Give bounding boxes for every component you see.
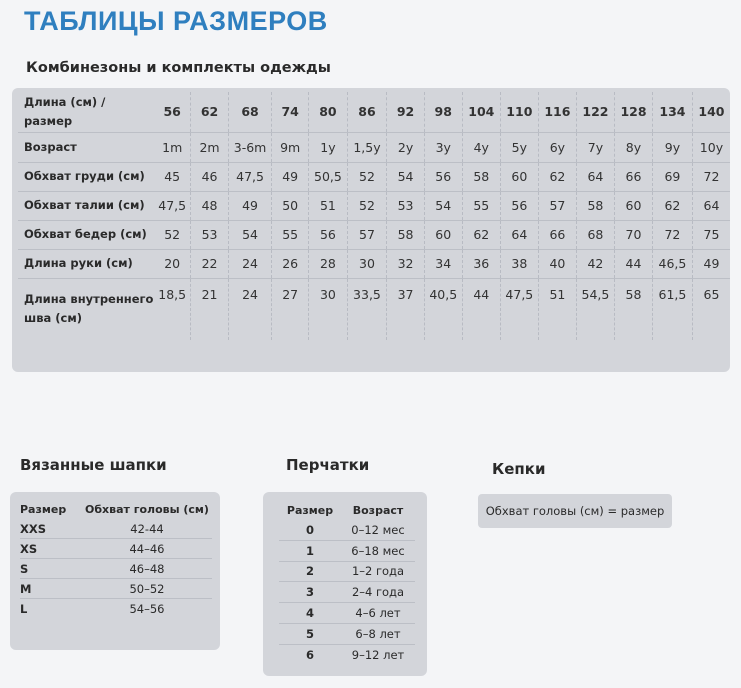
table-cell: 122 <box>576 92 614 132</box>
table-row <box>20 519 212 539</box>
table-cell: 72 <box>652 220 692 249</box>
table-cell: 53 <box>190 220 228 249</box>
table-cell: 20 <box>164 256 181 271</box>
hat-head-girth: 46–48 <box>82 559 212 579</box>
table-cell: 44 <box>615 249 653 278</box>
table-row <box>279 540 415 561</box>
hat-head-girth: 44–46 <box>82 539 212 559</box>
table-cell: 9m <box>271 132 308 162</box>
table-cell: 62 <box>652 191 692 220</box>
table-cell: 7y <box>576 132 614 162</box>
table-row <box>279 603 415 624</box>
gloves-panel <box>263 492 427 676</box>
glove-size: 1 <box>279 540 341 561</box>
hat-head-girth: 42-44 <box>82 519 212 539</box>
table-cell: 62 <box>538 162 576 191</box>
glove-age: 6–8 лет <box>341 623 415 644</box>
table-cell: 38 <box>500 249 538 278</box>
table-cell: 69 <box>652 162 692 191</box>
size-table-row <box>18 162 730 191</box>
table-cell: 54,5 <box>576 278 614 340</box>
glove-size: 3 <box>279 582 341 603</box>
table-row <box>279 520 415 540</box>
table-cell: 8y <box>615 132 653 162</box>
table-cell: 9y <box>652 132 692 162</box>
table-cell: 68 <box>576 220 614 249</box>
table-row <box>279 623 415 644</box>
table-cell: 46 <box>190 162 228 191</box>
table-cell: 52 <box>347 191 387 220</box>
row-label: Длина руки (см) <box>24 256 133 270</box>
table-cell: 60 <box>500 162 538 191</box>
table-cell: 58 <box>387 220 424 249</box>
table-cell: 24 <box>229 278 272 340</box>
table-cell: 32 <box>387 249 424 278</box>
size-table-row <box>18 132 730 162</box>
glove-age: 1–2 года <box>341 561 415 582</box>
size-table-row <box>18 92 730 132</box>
glove-age: 0–12 мес <box>341 520 415 540</box>
table-row <box>279 561 415 582</box>
table-cell: 140 <box>692 92 730 132</box>
hat-size: M <box>20 579 82 599</box>
table-cell: 44 <box>462 278 500 340</box>
table-cell: 34 <box>424 249 462 278</box>
glove-age: 9–12 лет <box>351 647 405 662</box>
caps-title: Кепки <box>492 460 546 478</box>
table-cell: 55 <box>271 220 308 249</box>
table-cell: 30 <box>347 249 387 278</box>
table-cell: 56 <box>309 220 347 249</box>
table-cell: 116 <box>538 92 576 132</box>
table-cell: 2y <box>387 132 424 162</box>
table-cell: 1m <box>162 139 183 155</box>
table-cell: 57 <box>347 220 387 249</box>
row-label: Длина (см) / размер <box>24 94 106 128</box>
table-row <box>20 579 212 599</box>
table-cell: 49 <box>271 162 308 191</box>
row-label: Обхват груди (см) <box>24 169 145 183</box>
table-cell: 52 <box>347 162 387 191</box>
table-cell: 1,5y <box>347 132 387 162</box>
table-cell: 64 <box>576 162 614 191</box>
hat-size: XXS <box>20 519 82 539</box>
table-cell: 54 <box>229 220 272 249</box>
size-table-row <box>18 191 730 220</box>
table-cell: 3y <box>424 132 462 162</box>
row-label: Обхват талии (см) <box>24 198 145 212</box>
table-cell: 58 <box>615 278 653 340</box>
table-cell: 134 <box>652 92 692 132</box>
table-cell: 92 <box>387 92 424 132</box>
gloves-size-table <box>279 500 415 665</box>
hats-header-size: Размер <box>20 503 67 516</box>
hat-size: XS <box>20 539 82 559</box>
gloves-title: Перчатки <box>286 456 370 474</box>
row-label: Возраст <box>24 139 77 154</box>
table-cell: 54 <box>387 162 424 191</box>
table-cell: 6y <box>538 132 576 162</box>
table-cell: 4y <box>462 132 500 162</box>
table-cell: 56 <box>500 191 538 220</box>
hat-size: S <box>20 559 82 579</box>
gloves-header-age: Возраст <box>352 503 404 517</box>
table-cell: 56 <box>424 162 462 191</box>
table-cell: 1y <box>309 132 347 162</box>
table-cell: 51 <box>309 191 347 220</box>
glove-age: 4–6 лет <box>341 603 415 624</box>
glove-age: 6–18 мес <box>341 540 415 561</box>
table-cell: 62 <box>462 220 500 249</box>
table-cell: 36 <box>462 249 500 278</box>
table-cell: 72 <box>692 162 730 191</box>
table-cell: 46,5 <box>652 249 692 278</box>
glove-size: 5 <box>279 623 341 644</box>
table-cell: 61,5 <box>652 278 692 340</box>
table-cell: 40 <box>538 249 576 278</box>
table-cell: 5y <box>500 132 538 162</box>
table-cell: 110 <box>500 92 538 132</box>
table-cell: 62 <box>190 92 228 132</box>
table-cell: 3-6m <box>229 132 272 162</box>
hats-size-table <box>20 500 212 618</box>
table-cell: 56 <box>163 104 181 120</box>
row-label: Длина внутреннего шва (см) <box>24 292 154 326</box>
table-row <box>20 539 212 559</box>
table-row <box>20 599 212 619</box>
glove-size: 2 <box>279 561 341 582</box>
table-cell: 10y <box>692 132 730 162</box>
table-cell: 80 <box>309 92 347 132</box>
table-cell: 47,5 <box>158 198 187 213</box>
table-cell: 86 <box>347 92 387 132</box>
table-cell: 65 <box>692 278 730 340</box>
table-cell: 58 <box>576 191 614 220</box>
table-cell: 42 <box>576 249 614 278</box>
overalls-size-panel <box>12 88 730 372</box>
table-cell: 54 <box>424 191 462 220</box>
glove-size: 4 <box>279 603 341 624</box>
table-cell: 70 <box>615 220 653 249</box>
section-title-overalls: Комбинезоны и комплекты одежды <box>26 60 331 76</box>
table-cell: 50 <box>271 191 308 220</box>
table-cell: 104 <box>462 92 500 132</box>
table-cell: 47,5 <box>500 278 538 340</box>
table-cell: 66 <box>615 162 653 191</box>
table-cell: 98 <box>424 92 462 132</box>
table-cell: 28 <box>309 249 347 278</box>
table-cell: 74 <box>271 92 308 132</box>
table-row <box>279 644 415 664</box>
glove-size: 6 <box>305 647 314 662</box>
hat-head-girth: 54–56 <box>129 601 165 616</box>
table-cell: 2m <box>190 132 228 162</box>
table-cell: 60 <box>424 220 462 249</box>
table-cell: 50,5 <box>309 162 347 191</box>
table-cell: 128 <box>615 92 653 132</box>
table-cell: 22 <box>190 249 228 278</box>
table-cell: 27 <box>271 278 308 340</box>
overalls-size-table <box>18 92 730 340</box>
size-table-row <box>18 220 730 249</box>
hat-size: L <box>20 601 28 616</box>
hats-panel <box>10 492 220 650</box>
table-cell: 51 <box>538 278 576 340</box>
table-cell: 52 <box>164 227 181 242</box>
hats-title: Вязанные шапки <box>20 456 167 474</box>
table-cell: 68 <box>229 92 272 132</box>
table-cell: 58 <box>462 162 500 191</box>
table-cell: 57 <box>538 191 576 220</box>
table-cell: 24 <box>229 249 272 278</box>
table-cell: 21 <box>190 278 228 340</box>
table-cell: 26 <box>271 249 308 278</box>
size-table-row <box>18 278 730 340</box>
table-cell: 66 <box>538 220 576 249</box>
table-cell: 49 <box>229 191 272 220</box>
caps-note-box <box>478 494 672 528</box>
table-cell: 75 <box>692 220 730 249</box>
glove-size: 0 <box>279 520 341 540</box>
table-cell: 64 <box>500 220 538 249</box>
table-cell: 55 <box>462 191 500 220</box>
caps-note: Обхват головы (см) = размер <box>485 504 665 518</box>
table-row <box>279 582 415 603</box>
glove-age: 2–4 года <box>341 582 415 603</box>
table-cell: 53 <box>387 191 424 220</box>
table-cell: 49 <box>692 249 730 278</box>
table-row <box>20 559 212 579</box>
size-table-row <box>18 249 730 278</box>
row-label: Обхват бедер (см) <box>24 227 147 241</box>
page-title: ТАБЛИЦЫ РАЗМЕРОВ <box>24 6 328 36</box>
table-cell: 37 <box>387 278 424 340</box>
table-cell: 45 <box>164 169 181 184</box>
table-cell: 18,5 <box>158 286 187 302</box>
table-cell: 40,5 <box>424 278 462 340</box>
table-cell: 64 <box>692 191 730 220</box>
table-cell: 47,5 <box>229 162 272 191</box>
table-cell: 60 <box>615 191 653 220</box>
table-cell: 30 <box>309 278 347 340</box>
hats-header-girth: Обхват головы (см) <box>85 503 209 516</box>
table-cell: 48 <box>190 191 228 220</box>
gloves-header-size: Размер <box>286 503 334 517</box>
table-cell: 33,5 <box>347 278 387 340</box>
hat-head-girth: 50–52 <box>82 579 212 599</box>
